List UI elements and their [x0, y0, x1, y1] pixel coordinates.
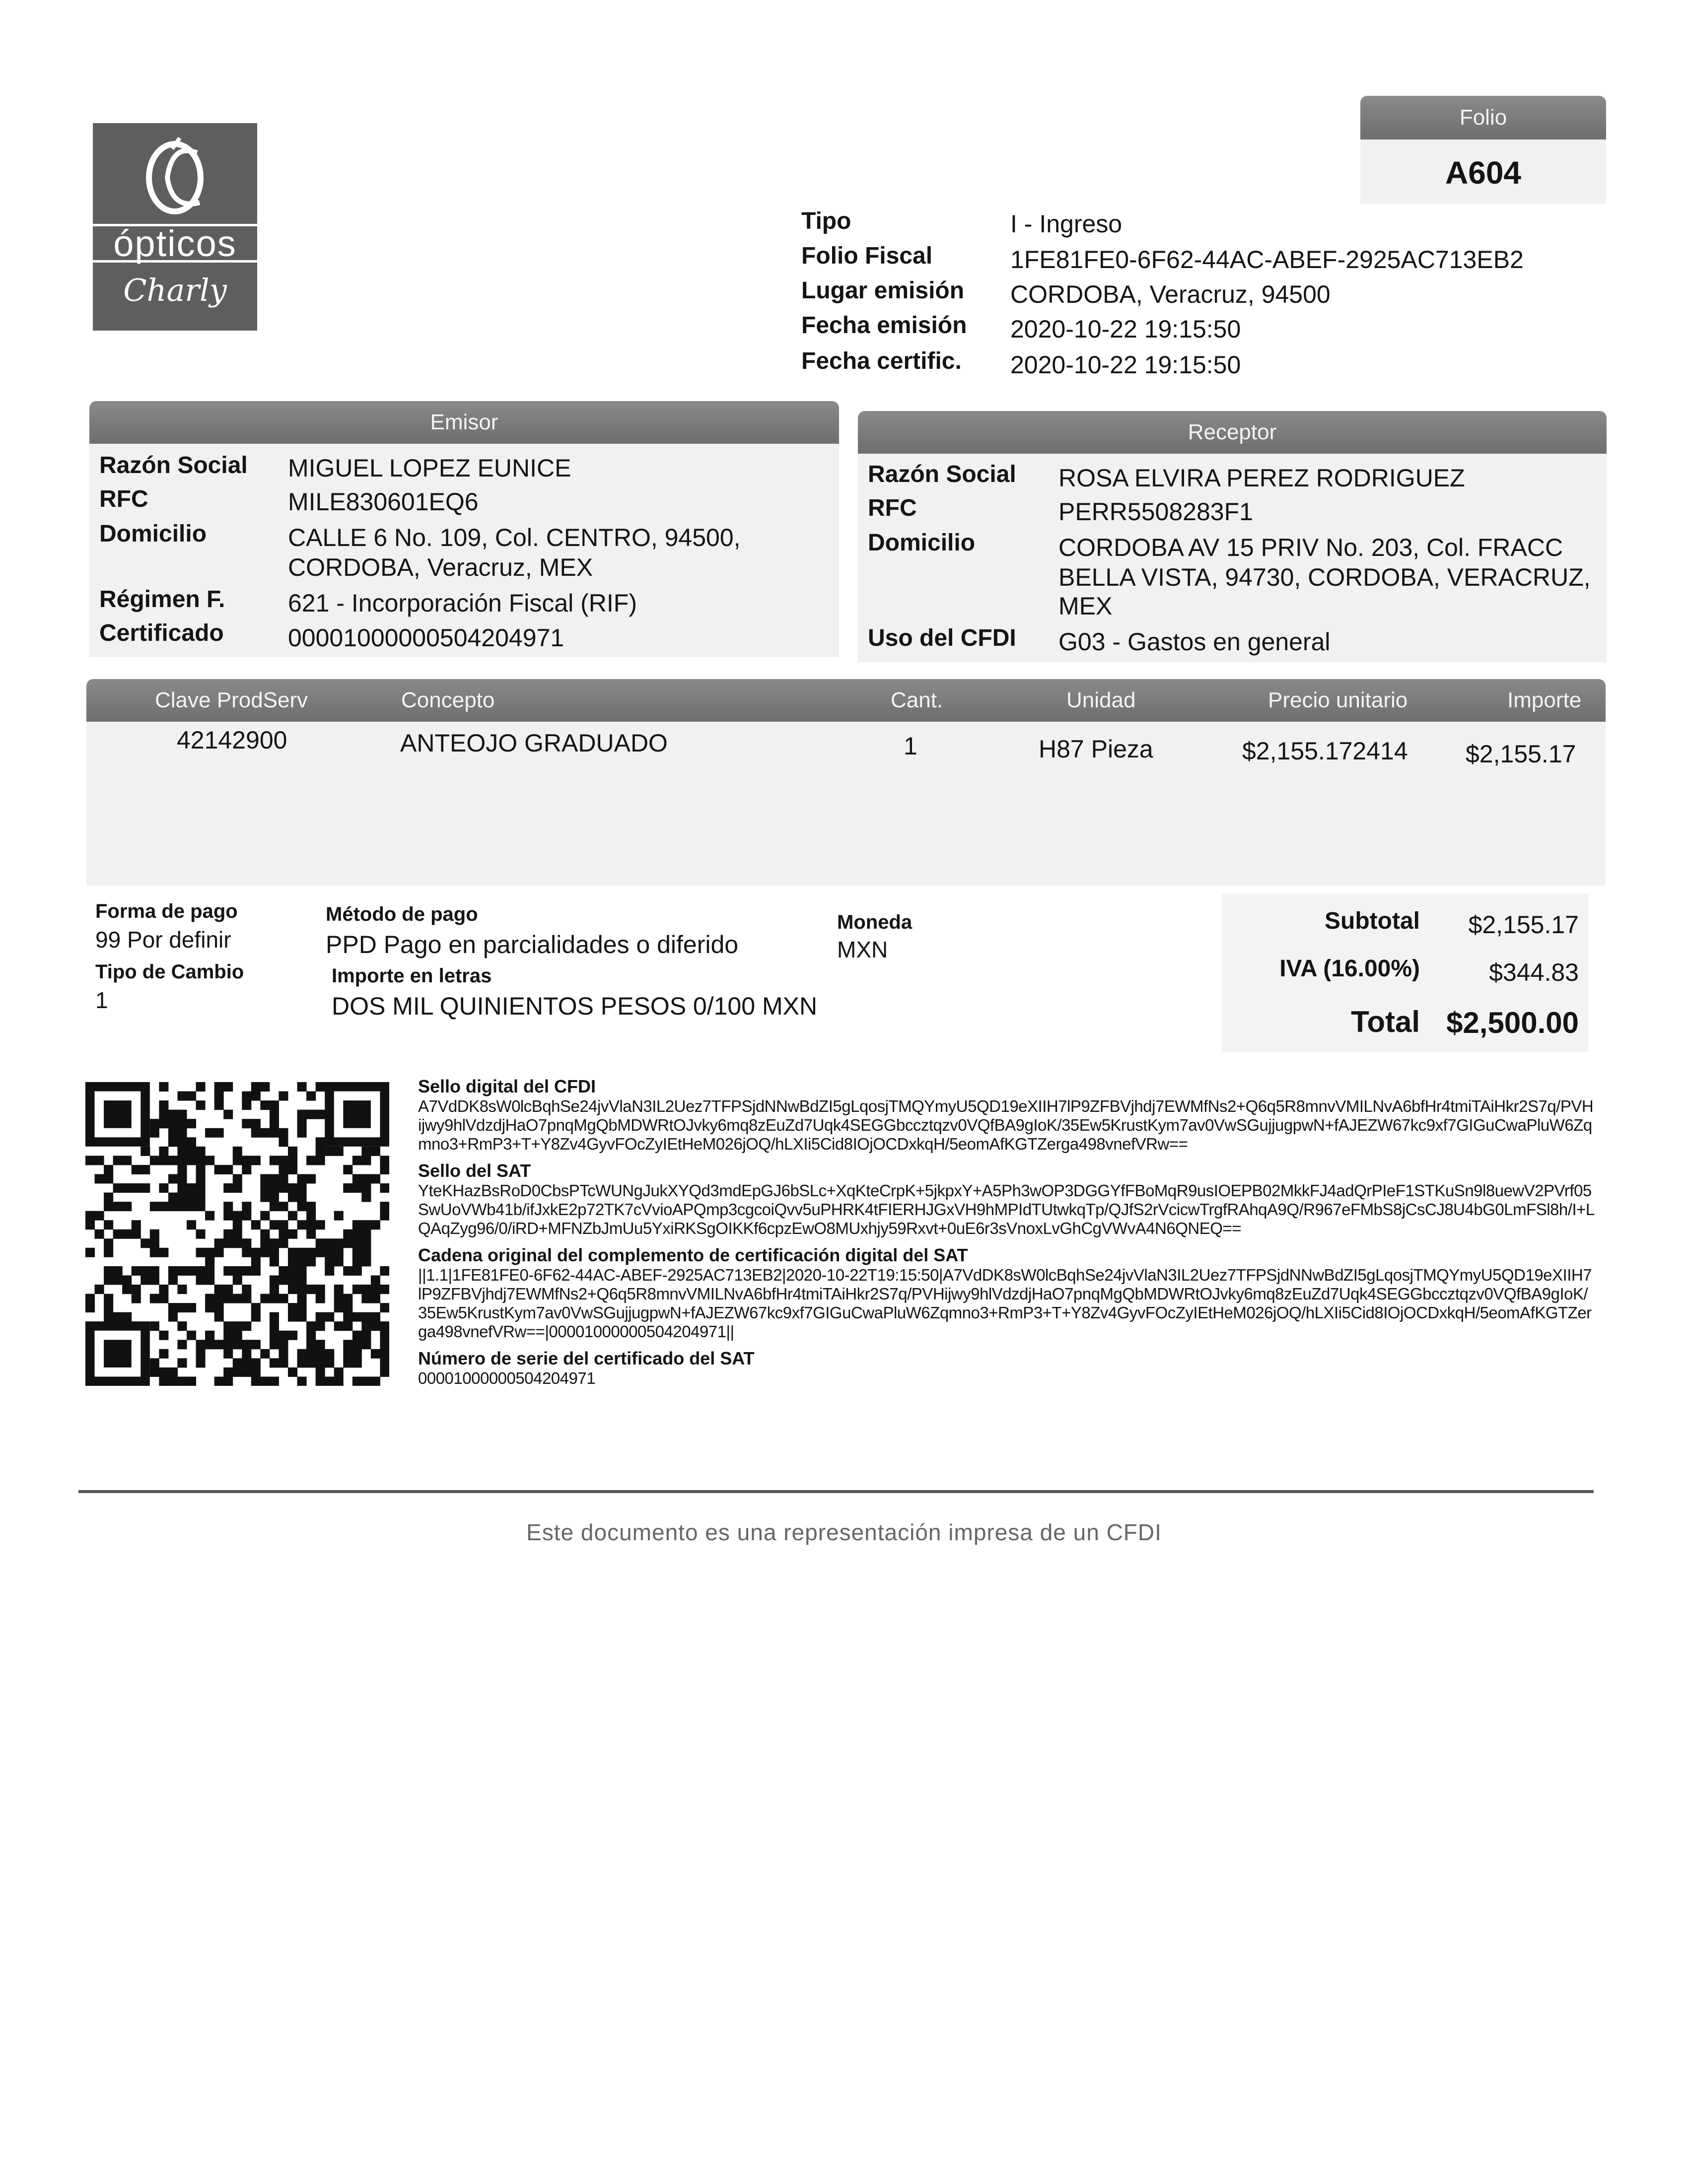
info-value: 2020-10-22 19:15:50 [1010, 315, 1241, 343]
info-label: Folio Fiscal [801, 243, 933, 269]
header-precio: Precio unitario [1268, 688, 1408, 712]
total-value: $2,500.00 [1446, 1006, 1579, 1039]
moneda: MXN [837, 937, 888, 962]
footer-divider [78, 1490, 1594, 1493]
receptor-uso: G03 - Gastos en general [1058, 628, 1331, 656]
receptor-domicilio-line3: MEX [1058, 592, 1113, 620]
receptor-razon: ROSA ELVIRA PEREZ RODRIGUEZ [1058, 464, 1465, 492]
emisor-domicilio-line2: CORDOBA, Veracruz, MEX [288, 553, 593, 581]
forma-pago: 99 Por definir [95, 927, 231, 953]
emisor-title: Emisor [430, 410, 498, 434]
item-precio: $2,155.172414 [1242, 737, 1408, 765]
subtotal-value: $2,155.17 [1468, 911, 1579, 939]
receptor-razon-label: Razón Social [868, 461, 1016, 487]
header-cant: Cant. [891, 688, 943, 712]
iva-label: IVA (16.00%) [1279, 956, 1420, 982]
emisor-certificado-label: Certificado [99, 620, 224, 646]
header-unidad: Unidad [1066, 688, 1136, 712]
info-label: Fecha emisión [801, 312, 967, 339]
sello-sat: YteKHazBsRoD0CbsPTcWUNgJukXYQd3mdEpGJ6bSLc+XqKteCrpK+5jkpxY+A5Ph3wOP3DGGYfFBoMqR9usIOEPB02MkkFJ4adQrPIeF1STKuSn9l8uewV2PVrf05SwUoVWb41b/ifJxkE2p72TK7cVvioAPQmp3cgcoiQvv5uPHRK4tFIERHJGxVH9hMPIdTUtwkqTp/QJfS2rVcicwTrgfRAhqA9Q/R967eFMbS8jCsCJ8U4bG0LmFSl8h/I+LQAqZyg96/0/iRD+MFNZbJmUu5YxiRKSgOIKKf6cpzEwO8MUxhjy59Rxvt+0uE6r3sVnoxLvGhCgVWvA4N6QNEQ== [418, 1181, 1595, 1237]
receptor-domicilio-line1: CORDOBA AV 15 PRIV No. 203, Col. FRACC [1058, 534, 1563, 561]
importe-letras: DOS MIL QUINIENTOS PESOS 0/100 MXN [332, 992, 818, 1020]
receptor-rfc-label: RFC [868, 495, 917, 521]
metodo-pago-label: Método de pago [326, 903, 478, 925]
info-label: Fecha certific. [801, 348, 962, 374]
receptor-header [858, 411, 1607, 454]
item-concepto: ANTEOJO GRADUADO [400, 729, 668, 757]
forma-pago-label: Forma de pago [95, 900, 238, 922]
emisor-certificado: 00001000000504204971 [288, 624, 564, 652]
serie-certificado: 00001000000504204971 [418, 1369, 596, 1387]
info-value: CORDOBA, Veracruz, 94500 [1010, 280, 1331, 308]
folio-box [1360, 139, 1606, 204]
emisor-razon: MIGUEL LOPEZ EUNICE [288, 454, 571, 482]
items-header [86, 679, 1606, 722]
iva-value: $344.83 [1489, 958, 1579, 986]
emisor-domicilio-label: Domicilio [99, 521, 207, 547]
importe-letras-label: Importe en letras [332, 965, 492, 987]
subtotal-label: Subtotal [1325, 908, 1420, 934]
sello-cfdi: A7VdDK8sW0lcBqhSe24jvVlaN3IL2Uez7TFPSjdNNwBdZI5gLqosjTMQYmyU5QD19eXIIH7lP9ZFBVjhdj7EWMfNs2+Q6q5R8mnvVMILNvA6bfHr4tmiTAiHkr2S7q/PVHijwy9hlVdzdjHaO7pnqMgQbMDWRtOJvky6mq8zEuZd7Uqk4SEGGbccztqzv0VQfBA9gIoK/35Ew5KrustKym7av0VwSGujjugpwN+fAJEZW67kc9xf7GIGuCwaPluW6Zqmno3+RmP3+T+Y8Zv4GyvFOcZyIEtHeM026jOQ/hLXIi5Cid8IOjOCDxkqH/5eomAfKGTZerga498vnefVRw== [418, 1097, 1594, 1153]
cadena-label: Cadena original del complemento de certificación digital del SAT [418, 1245, 968, 1265]
folio-header [1360, 96, 1606, 139]
sello-cfdi-label: Sello digital del CFDI [418, 1076, 596, 1096]
metodo-pago: PPD Pago en parcialidades o diferido [326, 931, 739, 958]
logo-frame [93, 224, 257, 263]
item-unidad: H87 Pieza [1039, 735, 1153, 763]
total-label: Total [1351, 1005, 1420, 1038]
info-value: 1FE81FE0-6F62-44AC-ABEF-2925AC713EB2 [1010, 246, 1524, 273]
info-label: Tipo [801, 208, 851, 234]
logo-brand: ópticos [113, 223, 237, 264]
item-clave: 42142900 [177, 726, 287, 754]
emisor-razon-label: Razón Social [99, 452, 248, 478]
receptor-uso-label: Uso del CFDI [868, 625, 1016, 651]
receptor-rfc: PERR5508283F1 [1058, 498, 1253, 526]
moneda-label: Moneda [837, 911, 913, 933]
cadena-original: ||1.1|1FE81FE0-6F62-44AC-ABEF-2925AC713EB2|2020-10-22T19:15:50|A7VdDK8sW0lcBqhSe24jvVlaN3IL2Uez7TFPSjdNNwBdZI5gLqosjTMQYmyU5QD19eXIIH7lP9ZFBVjhdj7EWMfNs2+Q6q5R8mnvVMILNvA6bfHr4tmiTAiHkr2S7q/PVHijwy9hlVdzdjHaO7pnqMgQbMDWRtOJvky6mq8zEuZd7Uqk4SEGGbccztqzv0VQfBA9gIoK/35Ew5KrustKym7av0VwSGujjugpwN+fAJEZW67kc9xf7GIGuCwaPluW6Zqmno3+RmP3+T+Y8Zv4GyvFOcZyIEtHeM026jOQ/hLXIi5Cid8IOjOCDxkqH/5eomAfKGTZerga498vnefVRw==|00001000000504204971|| [418, 1266, 1592, 1341]
receptor-domicilio-line2: BELLA VISTA, 94730, CORDOBA, VERACRUZ, [1058, 563, 1591, 591]
folio-label: Folio [1459, 105, 1507, 130]
footer-text: Este documento es una representación impresa de un CFDI [526, 1519, 1162, 1545]
emisor-regimen-label: Régimen F. [99, 586, 225, 613]
item-cant: 1 [904, 732, 917, 760]
receptor-domicilio-label: Domicilio [868, 530, 976, 556]
logo-script: Charly [123, 272, 227, 308]
header-importe: Importe [1507, 688, 1582, 712]
tipo-cambio: 1 [95, 987, 108, 1013]
emisor-domicilio-line1: CALLE 6 No. 109, Col. CENTRO, 94500, [288, 524, 741, 551]
emisor-header [89, 401, 839, 444]
header-concepto: Concepto [401, 688, 495, 712]
qr-code-icon [85, 1082, 389, 1386]
tipo-cambio-label: Tipo de Cambio [95, 961, 244, 983]
sello-sat-label: Sello del SAT [418, 1160, 531, 1181]
emisor-rfc-label: RFC [99, 486, 148, 512]
folio-value: A604 [1445, 155, 1521, 191]
emisor-regimen: 621 - Incorporación Fiscal (RIF) [288, 589, 637, 617]
company-logo [93, 123, 257, 331]
info-value: 2020-10-22 19:15:50 [1010, 351, 1241, 379]
emisor-rfc: MILE830601EQ6 [288, 488, 479, 516]
item-importe: $2,155.17 [1466, 740, 1576, 768]
sellos-block [418, 1076, 1595, 1388]
qr-code [85, 1082, 389, 1386]
info-value: I - Ingreso [1010, 210, 1123, 238]
receptor-title: Receptor [1188, 420, 1277, 444]
header-clave: Clave ProdServ [155, 688, 308, 712]
info-label: Lugar emisión [801, 277, 965, 304]
serie-label: Número de serie del certificado del SAT [418, 1348, 755, 1368]
